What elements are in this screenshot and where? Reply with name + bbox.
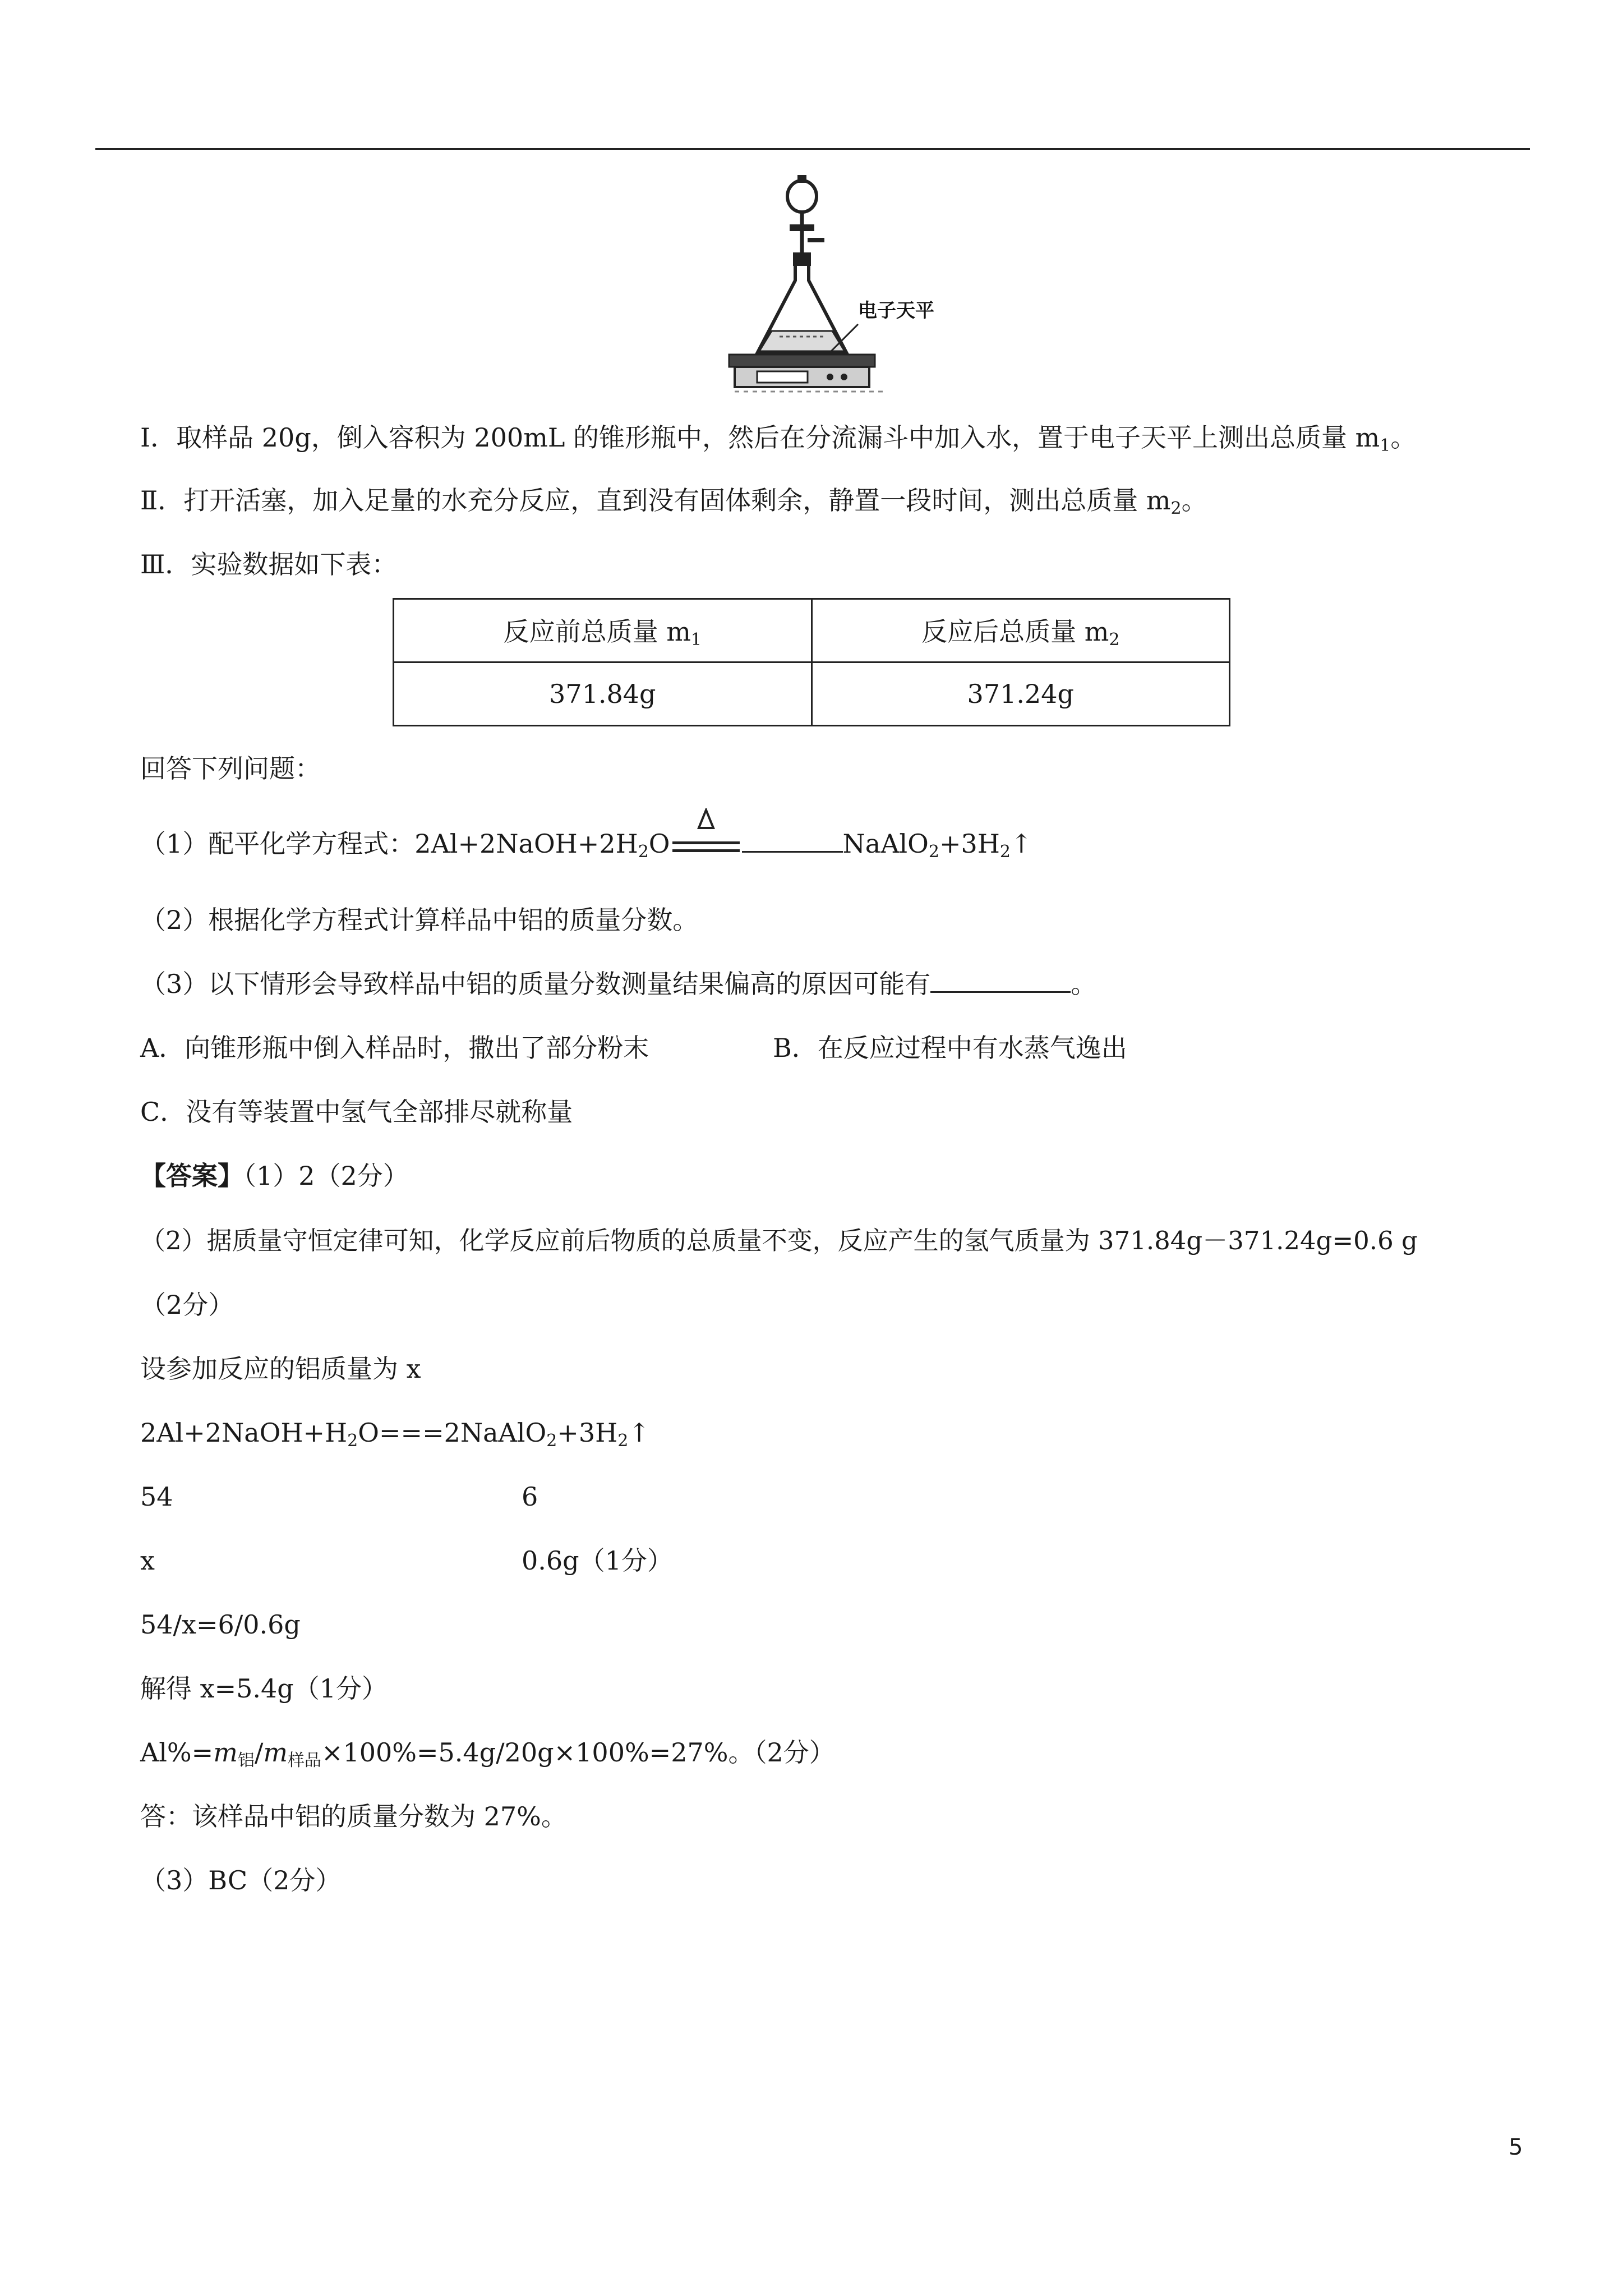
header-rule — [95, 148, 1530, 150]
heat-equals-sign — [672, 835, 740, 857]
question-1: （1）配平化学方程式：$2Al+2NaOH+2H_2O$ $NaAlO_2+3H_2↑$ — [140, 827, 1032, 869]
option-a: A．向锥形瓶中倒入样品时，撒出了部分粉末 — [140, 1033, 649, 1063]
question-3: （3）以下情形会导致样品中铝的质量分数测量结果偏高的原因可能有 。 — [140, 969, 1097, 999]
answer-2: （2）据质量守恒定律可知，化学反应前后物质的总质量不变，反应产生的氢气质量为 371.84g－371.24g=0.6 g — [140, 1226, 1418, 1255]
step-1: Ⅰ．取样品 20g，倒入容积为 200mL 的锥形瓶中，然后在分流漏斗中加入水，置于电子天平上测出总质量 $m_1$。 — [140, 422, 1417, 455]
page-number: 5 — [1509, 2134, 1523, 2160]
step-3: Ⅲ．实验数据如下表： — [140, 549, 398, 579]
value-after: 371.24g — [811, 662, 1230, 726]
answer-blank — [742, 851, 843, 853]
ratio-row-1-right: 6 — [522, 1481, 538, 1512]
answer-tag: 【答案】 — [140, 1161, 243, 1191]
percent-calc: $Al\%=m_铝/m_{样品}\times 100\%=5.4g/20g\times 100\%=27\%$。（2分） — [140, 1737, 835, 1770]
value-before: 371.84g — [394, 662, 812, 726]
balance-label: 电子天平 — [858, 300, 934, 322]
header-before: 反应前总质量 $m_1$ — [394, 599, 812, 662]
option-c: C．没有等装置中氢气全部排尽就称量 — [140, 1097, 573, 1127]
proportion: 54/x=6/0.6g — [140, 1609, 301, 1640]
step-2: Ⅱ．打开活塞，加入足量的水充分反应，直到没有固体剩余，静置一段时间，测出总质量 $m_2$。 — [140, 485, 1207, 518]
answer-blank — [930, 991, 1071, 993]
reaction-equation: $2Al+2NaOH+H_2O===2NaAlO_2+3H_2↑$ — [140, 1418, 650, 1451]
answer-1: 【答案】（1）2（2分） — [140, 1161, 409, 1191]
ratio-row-2-left: x — [140, 1545, 155, 1576]
ratio-row-1-left: 54 — [140, 1481, 173, 1512]
conclusion: 答：该样品中铝的质量分数为 27%。 — [140, 1801, 567, 1832]
solve-x: 解得 x=5.4g（1分） — [140, 1673, 388, 1704]
answer-3: （3）BC（2分） — [140, 1865, 342, 1895]
questions-intro: 回答下列问题： — [140, 753, 321, 784]
ratio-row-2-right: 0.6g（1分） — [522, 1545, 673, 1576]
option-b: B．在反应过程中有水蒸气逸出 — [773, 1033, 1127, 1063]
question-2: （2）根据化学方程式计算样品中铝的质量分数。 — [140, 905, 699, 935]
apparatus-figure — [718, 168, 965, 393]
data-table — [393, 598, 1230, 726]
header-after: 反应后总质量 $m_2$ — [811, 599, 1230, 662]
answer-2-score: （2分） — [140, 1290, 234, 1320]
set-x: 设参加反应的铝质量为 x — [140, 1354, 421, 1384]
